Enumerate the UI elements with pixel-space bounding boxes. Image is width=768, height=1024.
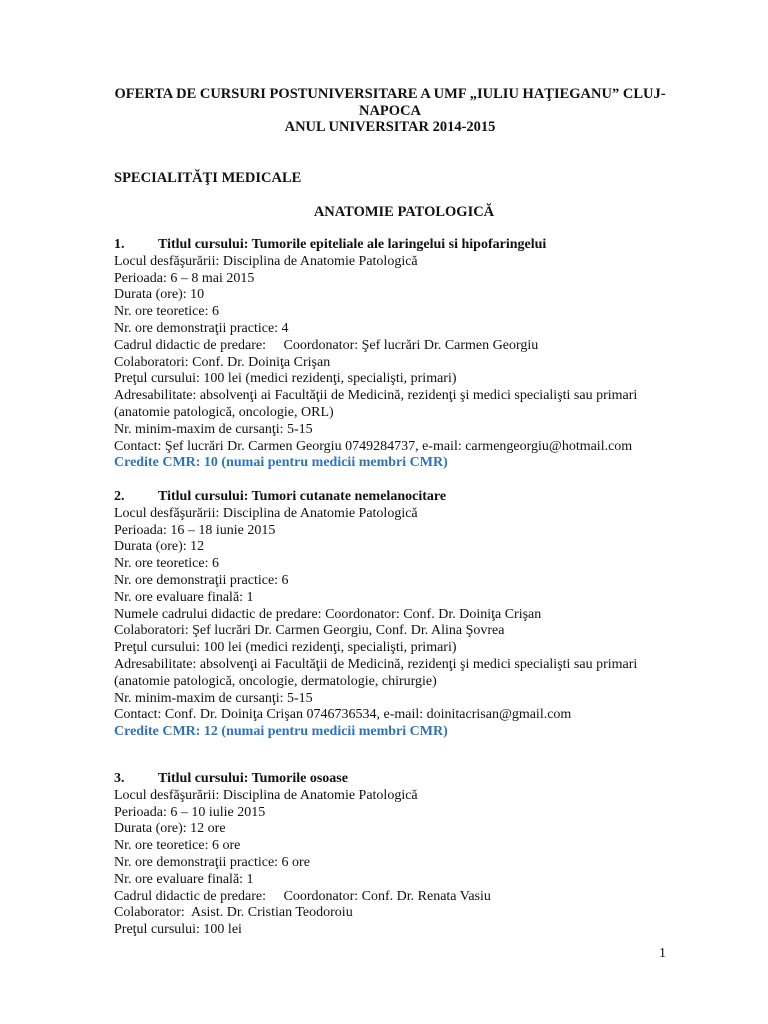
course-teaching-staff: Cadrul didactic de predare: Coordonator: Conf. Dr. Renata Vasiu (114, 888, 491, 904)
course-price: Preţul cursului: 100 lei (medici rezidenţi, specialişti, primari) (114, 640, 457, 656)
course-practical-hours: Nr. ore demonstraţii practice: 4 (114, 320, 289, 336)
subsection-heading: ANATOMIE PATOLOGICĂ (313, 204, 495, 220)
course-final-eval: Nr. ore evaluare finală: 1 (114, 871, 254, 887)
course-participants: Nr. minim-maxim de cursanţi: 5-15 (114, 690, 313, 706)
course-collaborators: Colaborator: Asist. Dr. Cristian Teodoroiu (114, 905, 353, 921)
course-title-text: Titlul cursului: Tumori cutanate nemelanocitare (158, 489, 447, 504)
course-location: Locul desfăşurării: Disciplina de Anatomie Patologică (114, 505, 418, 521)
course-duration: Durata (ore): 12 (114, 539, 205, 555)
course-title (114, 771, 674, 788)
course-title (114, 237, 674, 254)
course-collaborators: Colaboratori: Conf. Dr. Doiniţa Crişan (114, 354, 331, 370)
course-teaching-staff: Numele cadrului didactic de predare: Coordonator: Conf. Dr. Doiniţa Crişan (114, 606, 542, 622)
course-location: Locul desfăşurării: Disciplina de Anatomie Patologică (114, 787, 418, 803)
course-collaborators: Colaboratori: Şef lucrări Dr. Carmen Georgiu, Conf. Dr. Alina Şovrea (114, 623, 505, 639)
course-participants: Nr. minim-maxim de cursanţi: 5-15 (114, 421, 313, 437)
section-heading: SPECIALITĂŢI MEDICALE (114, 170, 302, 186)
page-number: 1 (659, 946, 666, 961)
course-eligibility: Adresabilitate: absolvenţi ai Facultăţii de Medicină, rezidenţi şi medici specialişti sau primari (anatomie patologică, oncologie, ORL) (114, 388, 638, 420)
title-line: NAPOCA (358, 102, 422, 119)
course-number: 3. (114, 771, 125, 786)
course-title (114, 489, 674, 506)
course-number: 1. (114, 237, 125, 252)
course-entry (114, 489, 674, 741)
course-theory-hours: Nr. ore teoretice: 6 (114, 304, 219, 320)
course-title-text: Titlul cursului: Tumorile epiteliale ale laringelui si hipofaringelui (158, 237, 547, 252)
title-line: OFERTA DE CURSURI POSTUNIVERSITARE A UMF „IULIU HAŢIEGANU” CLUJ- (114, 86, 666, 102)
course-eligibility: Adresabilitate: absolvenţi ai Facultăţii de Medicină, rezidenţi şi medici specialişti sau primari (anatomie patologică, oncologie, dermatologie, chirurgie) (114, 656, 638, 689)
course-period: Perioada: 6 – 8 mai 2015 (114, 270, 255, 286)
course-price: Preţul cursului: 100 lei (114, 922, 242, 938)
course-duration: Durata (ore): 10 (114, 287, 205, 303)
course-price: Preţul cursului: 100 lei (medici rezidenţi, specialişti, primari) (114, 371, 457, 387)
course-period: Perioada: 16 – 18 iunie 2015 (114, 522, 276, 538)
document-title (100, 86, 680, 136)
course-number: 2. (114, 489, 125, 504)
course-entry (114, 771, 674, 939)
course-title-text: Titlul cursului: Tumorile osoase (158, 771, 348, 786)
course-credits: Credite CMR: 10 (numai pentru medicii membri CMR) (114, 455, 448, 471)
course-contact: Contact: Şef lucrări Dr. Carmen Georgiu 0749284737, e-mail: carmengeorgiu@hotmail.com (114, 438, 633, 454)
course-teaching-staff: Cadrul didactic de predare: Coordonator: Şef lucrări Dr. Carmen Georgiu (114, 337, 539, 353)
title-line: ANUL UNIVERSITAR 2014-2015 (284, 119, 496, 135)
course-period: Perioada: 6 – 10 iulie 2015 (114, 804, 266, 820)
course-final-eval: Nr. ore evaluare finală: 1 (114, 589, 254, 605)
course-practical-hours: Nr. ore demonstraţii practice: 6 ore (114, 854, 310, 870)
course-theory-hours: Nr. ore teoretice: 6 (114, 556, 219, 572)
course-location: Locul desfăşurării: Disciplina de Anatomie Patologică (114, 253, 418, 269)
course-practical-hours: Nr. ore demonstraţii practice: 6 (114, 572, 289, 588)
course-duration: Durata (ore): 12 ore (114, 821, 226, 837)
course-credits: Credite CMR: 12 (numai pentru medicii membri CMR) (114, 724, 448, 740)
course-entry (114, 237, 674, 472)
course-theory-hours: Nr. ore teoretice: 6 ore (114, 838, 241, 854)
course-contact: Contact: Conf. Dr. Doiniţa Crişan 0746736534, e-mail: doinitacrisan@gmail.com (114, 707, 572, 723)
